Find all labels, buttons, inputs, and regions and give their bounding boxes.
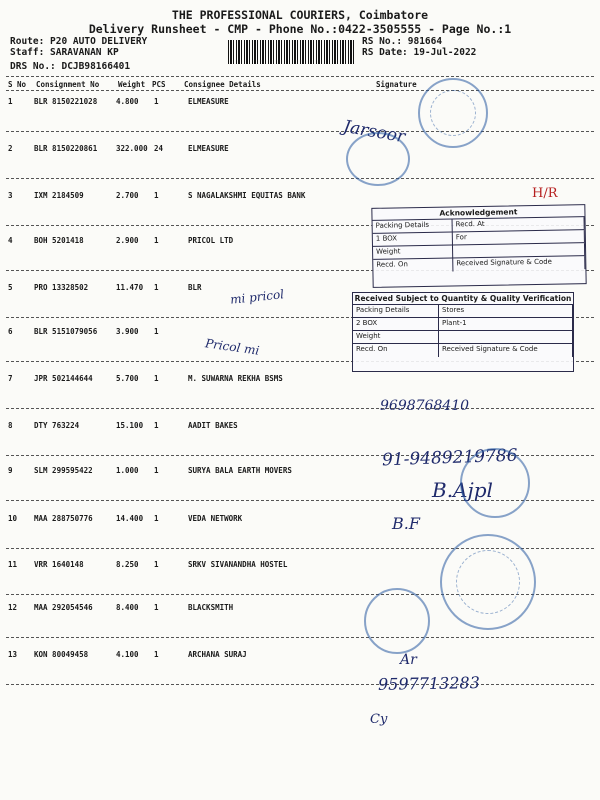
row-sno: 1 — [8, 97, 13, 106]
signature-row1: Jarsoor — [341, 116, 407, 148]
staff-label: Staff: SARAVANAN KP — [10, 47, 119, 58]
stamp-seal-1-inner — [430, 90, 476, 136]
row-sno: 4 — [8, 236, 13, 245]
row-consignment: JPR 502144644 — [34, 374, 93, 383]
row-pcs: 1 — [154, 466, 159, 475]
row-consignment: VRR 1640148 — [34, 560, 84, 569]
rs-date: RS Date: 19-Jul-2022 — [362, 47, 477, 58]
ack2-packing: Packing Details — [353, 305, 439, 317]
row-weight: 8.400 — [116, 603, 139, 612]
row-consignment: SLM 299595422 — [34, 466, 93, 475]
row-sno: 7 — [8, 374, 13, 383]
header-rule — [6, 76, 594, 77]
signature-bottom: Cy — [370, 712, 388, 727]
ack2-box: 2 BOX — [353, 318, 439, 330]
row-consignment: BLR 8150221028 — [34, 97, 98, 106]
row-sno: 12 — [8, 603, 18, 612]
phone-row7: 9698768410 — [380, 398, 470, 414]
ack1-packing: Packing Details — [373, 219, 453, 232]
row-consignment: IXM 2184509 — [34, 191, 84, 200]
row-pcs: 1 — [154, 191, 159, 200]
row-weight: 15.100 — [116, 421, 144, 430]
row-pcs: 1 — [154, 650, 159, 659]
signature-row13: Ar — [400, 652, 417, 668]
row-divider — [6, 408, 594, 409]
row-weight: 14.400 — [116, 514, 144, 523]
row-weight: 11.470 — [116, 283, 144, 292]
ack2-stores: Stores — [439, 305, 573, 317]
row-weight: 4.100 — [116, 650, 139, 659]
ack1-for: For — [453, 230, 585, 244]
table-row — [0, 144, 600, 156]
col-consignment: Consignment No — [36, 80, 100, 89]
row-sno: 2 — [8, 144, 13, 153]
ack2-weight: Weight — [353, 331, 439, 343]
ack1-recd-at: Recd. At — [453, 217, 585, 231]
row-sno: 6 — [8, 327, 13, 336]
stamp-seal-2 — [346, 132, 410, 186]
ack1-title: Acknowledgement — [372, 205, 584, 221]
ack1-sig: Received Signature & Code — [453, 256, 585, 271]
row-consignment: PRO 13328502 — [34, 283, 89, 292]
row-weight: 322.000 — [116, 144, 148, 153]
row-consignee: VEDA NETWORK — [188, 514, 243, 523]
row-pcs: 1 — [154, 374, 159, 383]
table-row — [0, 97, 600, 109]
stamp-seal-4-inner — [456, 550, 520, 614]
table-row — [0, 421, 600, 433]
row-pcs: 1 — [154, 514, 159, 523]
col-signature: Signature — [376, 80, 417, 89]
row-consignment: BOH 5201418 — [34, 236, 84, 245]
pricol-note-1: mi pricol — [229, 287, 285, 307]
row-sno: 9 — [8, 466, 13, 475]
signature-row9: B.Ajpl — [432, 478, 493, 502]
row-sno: 8 — [8, 421, 13, 430]
row-consignee: ELMEASURE — [188, 97, 229, 106]
stamp-seal-3 — [460, 448, 530, 518]
ack2-sig: Received Signature & Code — [439, 344, 573, 357]
ack1-recd-on: Recd. On — [373, 258, 453, 272]
row-pcs: 1 — [154, 560, 159, 569]
runsheet-subtitle: Delivery Runsheet - CMP - Phone No.:0422-3505555 - Page No.:1 — [88, 22, 512, 36]
row-consignee: PRICOL LTD — [188, 236, 234, 245]
row-weight: 3.900 — [116, 327, 139, 336]
row-divider — [6, 684, 594, 685]
row-consignee: AADIT BAKES — [188, 421, 238, 430]
row-sno: 10 — [8, 514, 18, 523]
phone-row8: 91-9489219786 — [381, 445, 518, 471]
row-consignee: ARCHANA SURAJ — [188, 650, 247, 659]
row-weight: 1.000 — [116, 466, 139, 475]
row-pcs: 1 — [154, 421, 159, 430]
ack2-plant: Plant-1 — [439, 318, 573, 330]
col-sno: S No — [8, 80, 27, 89]
pricol-note-2: Pricol mi — [204, 336, 261, 358]
row-pcs: 1 — [154, 236, 159, 245]
row-consignment: KON 80049458 — [34, 650, 89, 659]
table-row — [0, 191, 600, 203]
row-sno: 11 — [8, 560, 18, 569]
row-consignee: ELMEASURE — [188, 144, 229, 153]
ack2-recd-on: Recd. On — [353, 344, 439, 357]
row-pcs: 24 — [154, 144, 164, 153]
row-weight: 4.800 — [116, 97, 139, 106]
col-consignee: Consignee Details — [184, 80, 261, 89]
row-weight: 8.250 — [116, 560, 139, 569]
table-row — [0, 374, 600, 386]
row-sno: 3 — [8, 191, 13, 200]
row-weight: 2.900 — [116, 236, 139, 245]
columns-rule — [6, 90, 594, 91]
row-weight: 2.700 — [116, 191, 139, 200]
row-consignment: MAA 292054546 — [34, 603, 93, 612]
phone-row13: 9597713283 — [377, 673, 480, 694]
ack1-box: 1 BOX — [373, 232, 453, 245]
row-consignment: DTY 763224 — [34, 421, 80, 430]
row-divider — [6, 178, 594, 179]
acknowledgement-stamp-2 — [352, 292, 574, 372]
col-weight: Weight — [118, 80, 146, 89]
route-label: Route: P20 AUTO DELIVERY — [10, 36, 148, 47]
table-row — [0, 514, 600, 526]
drs-number: DRS No.: DCJB98166401 — [10, 61, 131, 72]
row-consignee: SRKV SIVANANDHA HOSTEL — [188, 560, 288, 569]
row-divider — [6, 637, 594, 638]
acknowledgement-stamp-1 — [371, 204, 586, 288]
signature-row10: B.F — [392, 514, 420, 533]
row-consignment: BLR 8150220861 — [34, 144, 98, 153]
barcode-image — [228, 40, 354, 64]
row-consignment: BLR 5151079056 — [34, 327, 98, 336]
row-consignee: S NAGALAKSHMI EQUITAS BANK — [188, 191, 306, 200]
row-consignee: M. SUWARNA REKHA BSMS — [188, 374, 283, 383]
row-consignment: MAA 288750776 — [34, 514, 93, 523]
col-pcs: PCS — [152, 80, 166, 89]
row-consignee: SURYA BALA EARTH MOVERS — [188, 466, 292, 475]
rs-number: RS No.: 981664 — [362, 36, 443, 47]
table-row — [0, 650, 600, 662]
row-pcs: 1 — [154, 283, 159, 292]
row-sno: 13 — [8, 650, 18, 659]
row-consignee: BLACKSMITH — [188, 603, 234, 612]
row-pcs: 1 — [154, 97, 159, 106]
row-sno: 5 — [8, 283, 13, 292]
row-pcs: 1 — [154, 327, 159, 336]
hr-note: H/R — [532, 186, 558, 201]
row-consignee: BLR — [188, 283, 202, 292]
ack1-weight: Weight — [373, 245, 453, 258]
row-weight: 5.700 — [116, 374, 139, 383]
company-title: THE PROFESSIONAL COURIERS, Coimbatore — [171, 8, 429, 22]
ack2-title: Received Subject to Quantity & Quality Verification — [354, 294, 572, 303]
row-pcs: 1 — [154, 603, 159, 612]
row-divider — [6, 131, 594, 132]
stamp-seal-5 — [364, 588, 430, 654]
